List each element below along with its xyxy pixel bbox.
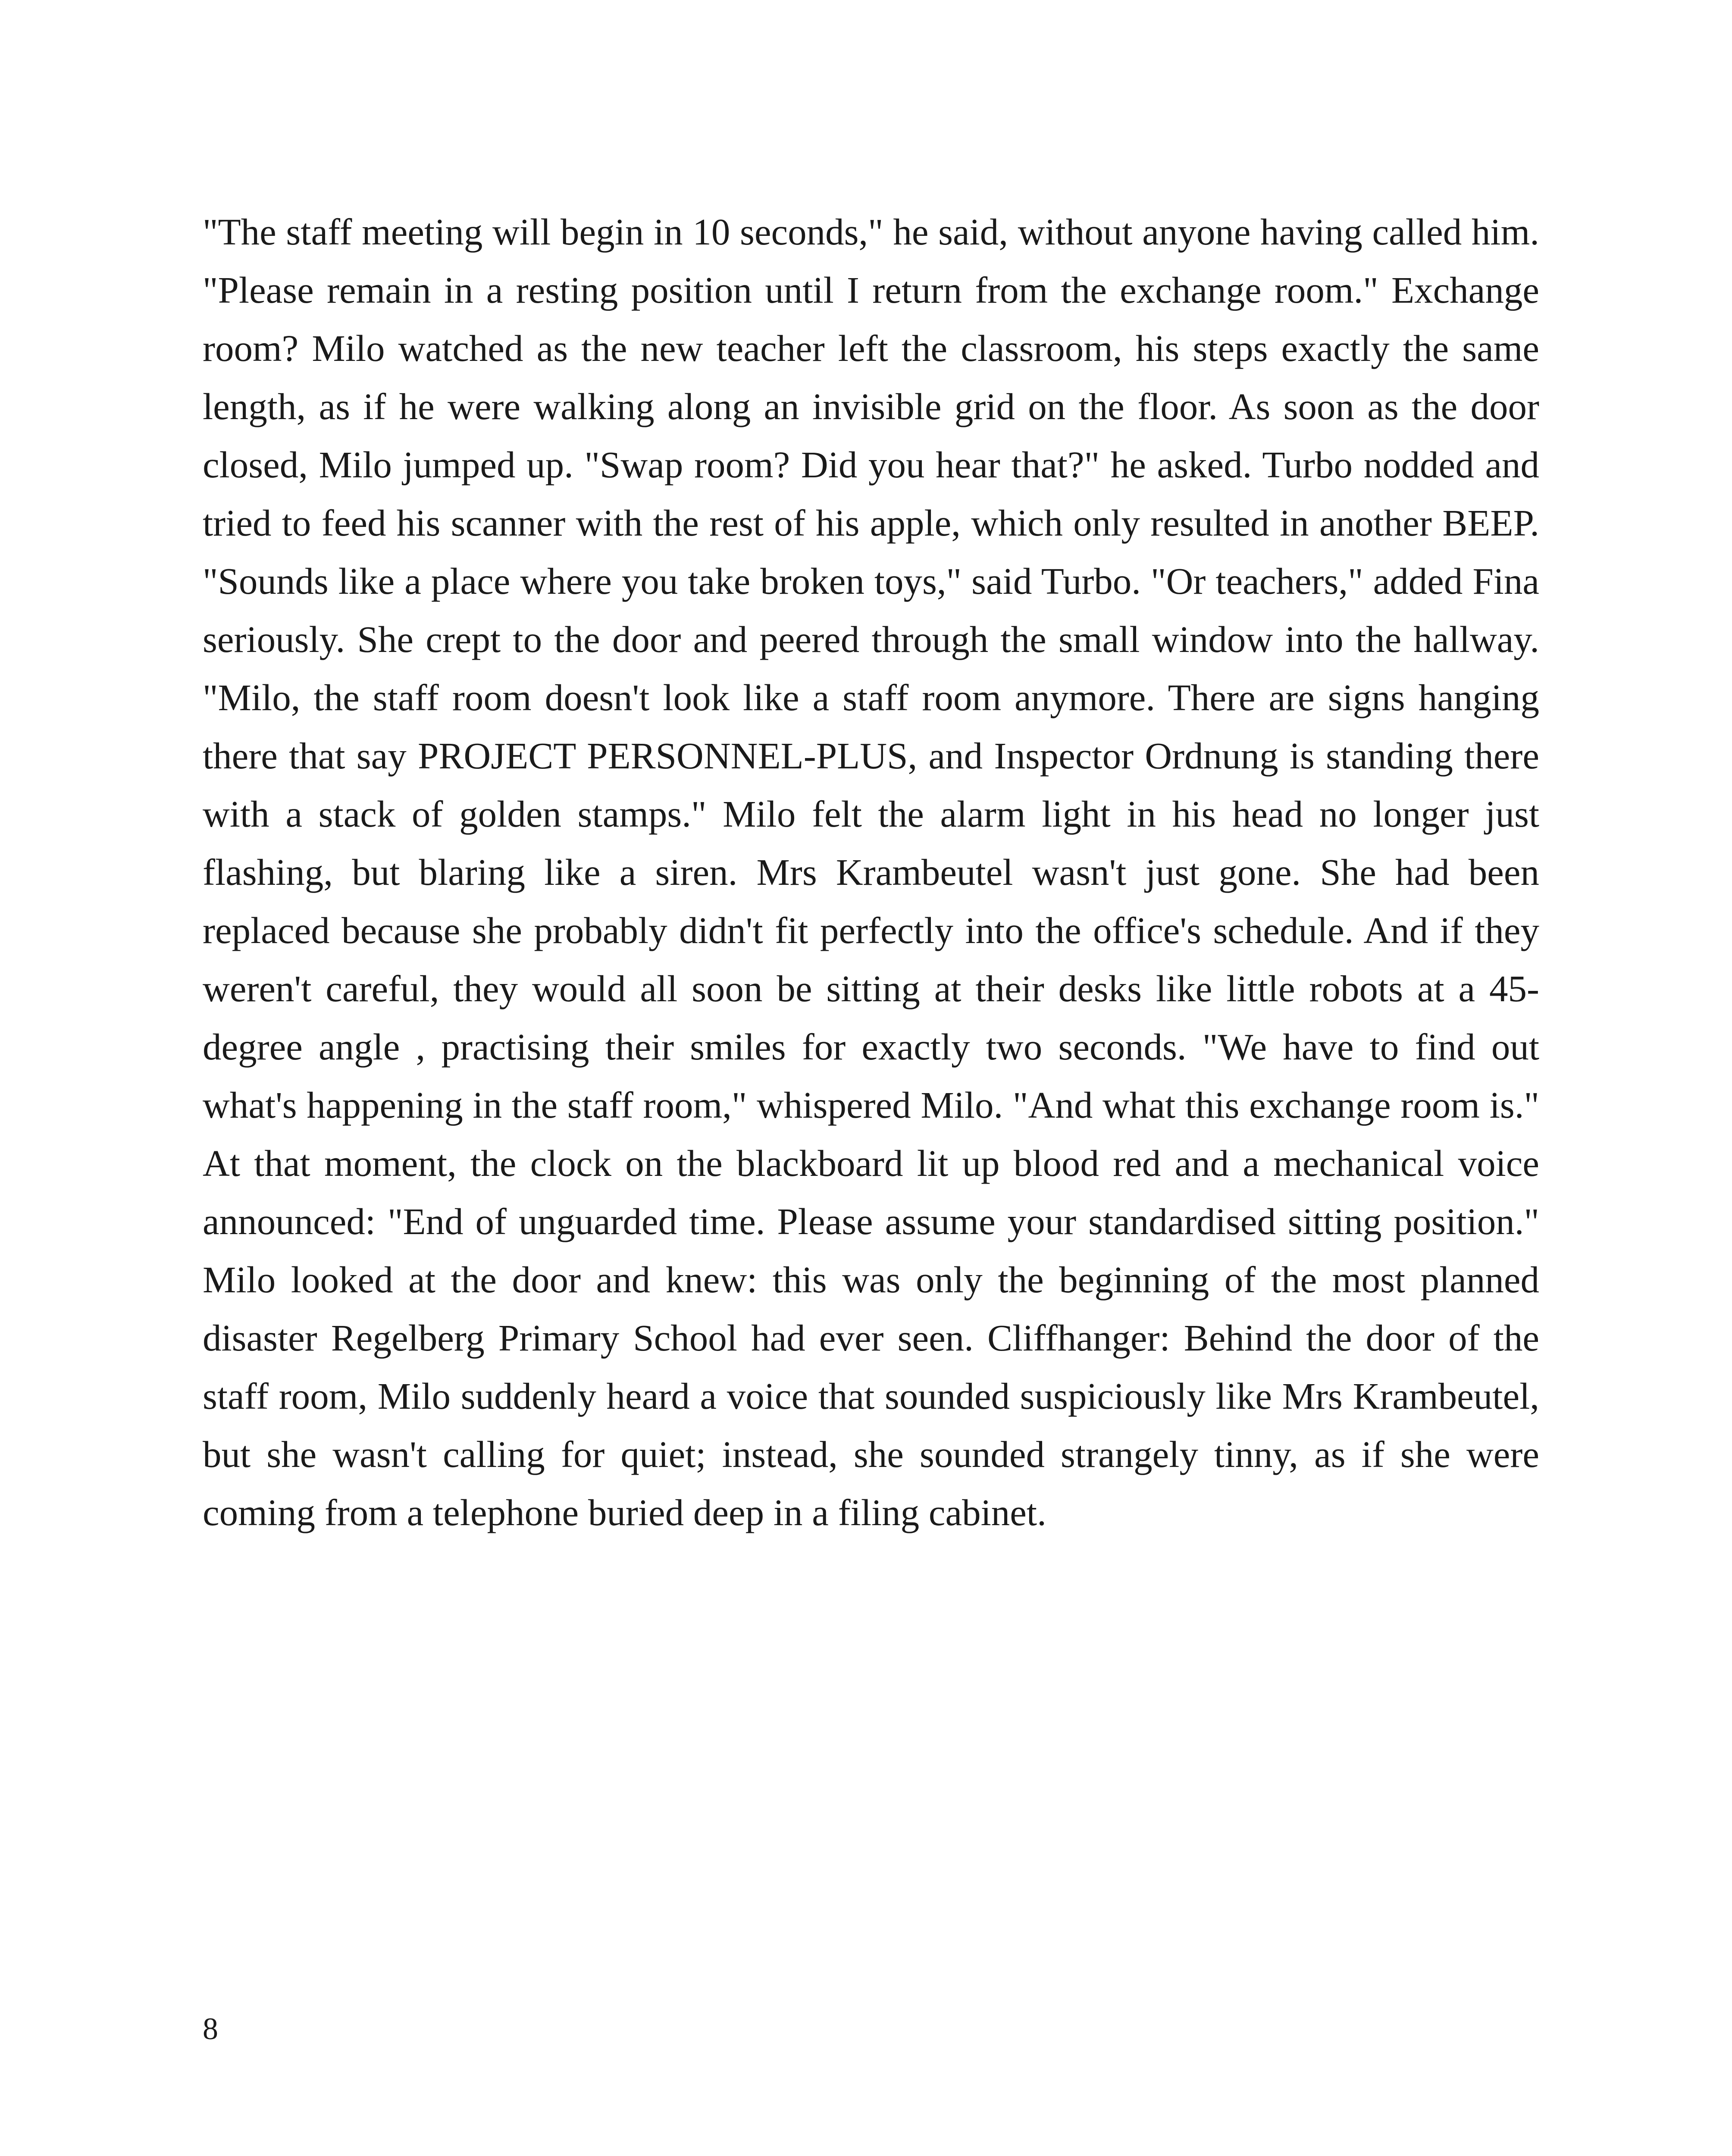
page-number: 8 (203, 2012, 218, 2046)
body-paragraph: "The staff meeting will begin in 10 seconds," he said, without anyone having called him. "Please remain in a resting position until I return from the exchange room." Exchange room? Milo watched as the new teacher left the classroom, his steps exactly the same length, as if he were walking along an invisible grid on the floor. As soon as the door closed, Milo jumped up. "Swap room? Did you hear that?" he asked. Turbo nodded and tried to feed his scanner with the rest of his apple, which only resulted in another BEEP. "Sounds like a place where you take broken toys," said Turbo. "Or teachers," added Fina seriously. She crept to the door and peered through the small window into the hallway. "Milo, the staff room doesn't look like a staff room anymore. There are signs hanging there that say PROJECT PERSONNEL-PLUS, and Inspector Ordnung is standing there with a stack of golden stamps." Milo felt the alarm light in his head no longer just flashing, but blaring like a siren. Mrs Krambeutel wasn't just gone. She had been replaced because she probably didn't fit perfectly into the office's schedule. And if they weren't careful, they would all soon be sitting at their desks like little robots at a 45-degree angle , practising their smiles for exactly two seconds. "We have to find out what's happening in the staff room," whispered Milo. "And what this exchange room is." At that moment, the clock on the blackboard lit up blood red and a mechanical voice announced: "End of unguarded time. Please assume your standardised sitting position." Milo looked at the door and knew: this was only the beginning of the most planned disaster Regelberg Primary School had ever seen. Cliffhanger: Behind the door of the staff room, Milo suddenly heard a voice that sounded suspiciously like Mrs Krambeutel, but she wasn't calling for quiet; instead, she sounded strangely tinny, as if she were coming from a telephone buried deep in a filing cabinet. (203, 211, 1539, 1533)
